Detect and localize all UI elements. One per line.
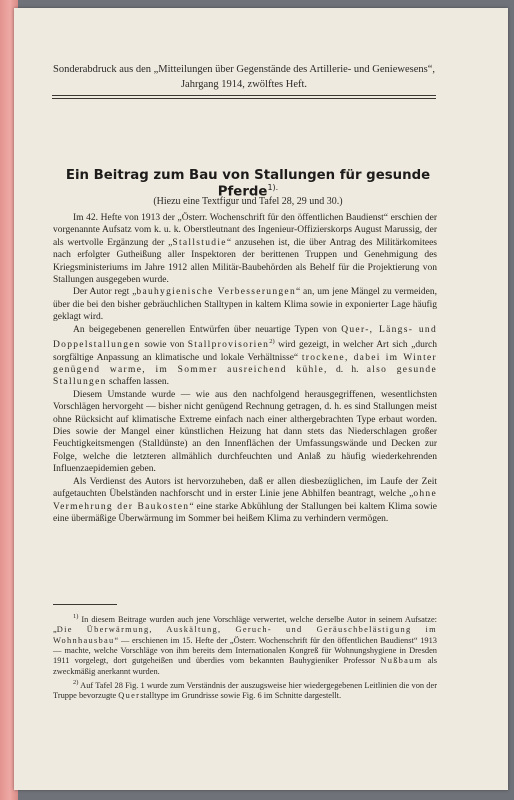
article-title-text: Ein Beitrag zum Bau von Stallungen für gesunde Pferde: [65, 168, 431, 200]
footnote-ref-2: 2): [269, 338, 275, 346]
paragraph-5: Als Verdienst des Autors ist hervorzuheben, daß er allen diesbezüglichen, im Laufe der Zeit aufgetauchten Übelständen nachforscht und in erster Linie jene Abhilfen beantragt, welche „ohne Vermehrung der Baukosten“ eine starke Abkühlung der Stallungen bei kaltem Klima sowie eine übermäßige Überwärmung im Sommer bei heißem Klima zu verhindern vermögen.: [53, 476, 437, 524]
paragraph-1: Im 42. Hefte von 1913 der „Österr. Wochenschrift für den öffentlichen Baudienst“ erschien der vorgenannte Aufsatz vom k. u. k. Oberstleutnant des Ingenieur-Offizierskorps August Marussig, der als wertvolle Ergänzung der „Stallstudie“ anzusehen ist, die über Antrag des Militärkomitees nach erfolgter Gutheißung aller Inspektoren der berittenen Truppen und Genehmigung des Kriegsministeriums im Jahre 1912 allen Militär-Baubehörden als Behelf für die Projektierung von Stallungen ausgegeben wurde.: [53, 213, 437, 286]
footnotes: [53, 612, 437, 703]
paragraph-3: An beigegebenen generellen Entwürfen über neuartige Typen von Quer-, Längs- und Doppelstallungen sowie von Stallprovisorien$^{2)}$ wird gezeigt, in welcher Art sich „durch sorgfältige Anpassung an klimatische und lokale Verhältnisse“ trockene, dabei im Winter genügend warme, im Sommer ausreichend kühle, d. h. also gesunde Stallungen schaffen lassen.: [53, 324, 437, 388]
footnote-separator: [53, 604, 117, 605]
article-title: [56, 168, 440, 199]
article-subtitle: (Hiezu eine Textfigur und Tafel 28, 29 und 30.): [153, 196, 343, 207]
footnote-2: $^{2)}$ Auf Tafel 28 Fig. 1 wurde zum Verständnis der auszugsweise hier wiedergegebenen Leitlinien die von der Truppe bevorzugte Querstalltype im Grundrisse sowie Fig. 6 im Schnitte dargestellt.: [53, 679, 437, 701]
header-rule-top: [52, 95, 436, 96]
header-rule-bottom: [52, 98, 436, 99]
footnote-1: $^{1)}$ In diesem Beitrage wurden auch jene Vorschläge verwertet, welche derselbe Autor in seinem Aufsatze: „Die Überwärmung, Auskältung, Geruch- und Geräuschbelästigung im Wohnhausbau“ — erschienen im 15. Hefte der „Österr. Wochenschrift für den öffentlichen Baudienst“ 1913 — machte, welche Vorschläge von ihm bereits dem Internationalen Kongreß für Wohnungshygiene in Dresden 1911 vorgelegt, dort gutgeheißen und überdies vom bekannten Bauhygieniker Professor Nußbaum als zweckmäßig anerkannt wurden.: [53, 613, 437, 676]
article-body: [53, 212, 437, 525]
paragraph-2: Der Autor regt „bauhygienische Verbesserungen“ an, um jene Mängel zu vermeiden, über die bei den bisher gebräuchlichen Stalltypen in kaltem Klima sowie in exponierter Lage häufig geklagt wird.: [53, 287, 437, 323]
paragraph-4: Diesem Umstande wurde — wie aus den nachfolgend herausgegriffenen, wesentlichsten Vorschlägen hervorgeht — bisher nicht genügend Rechnung getragen, d. h. es sind Stallungen meist ohne Rücksicht auf klimatische Extreme einfach nach einer althergebrachten Type erbaut worden. Dies sowie der Mangel einer künstlichen Heizung hat dann stets das Niederschlagen großer Feuchtigkeitsmengen (Stalldünste) an den Innenflächen der Umfassungswände und Decken zur Folge, welche die letzteren allmählich durchfeuchten und Anlaß zu häufig wiederkehrenden Influenzaepidemien geben.: [53, 389, 437, 475]
title-footnote-mark: 1).: [267, 183, 279, 192]
offprint-header: [52, 62, 436, 92]
header-line-2: Jahrgang 1914, zwölftes Heft.: [180, 79, 308, 90]
header-line-1: Sonderabdruck aus den „Mitteilungen über Gegenstände des Artillerie- und Geniewesens“,: [53, 64, 435, 75]
